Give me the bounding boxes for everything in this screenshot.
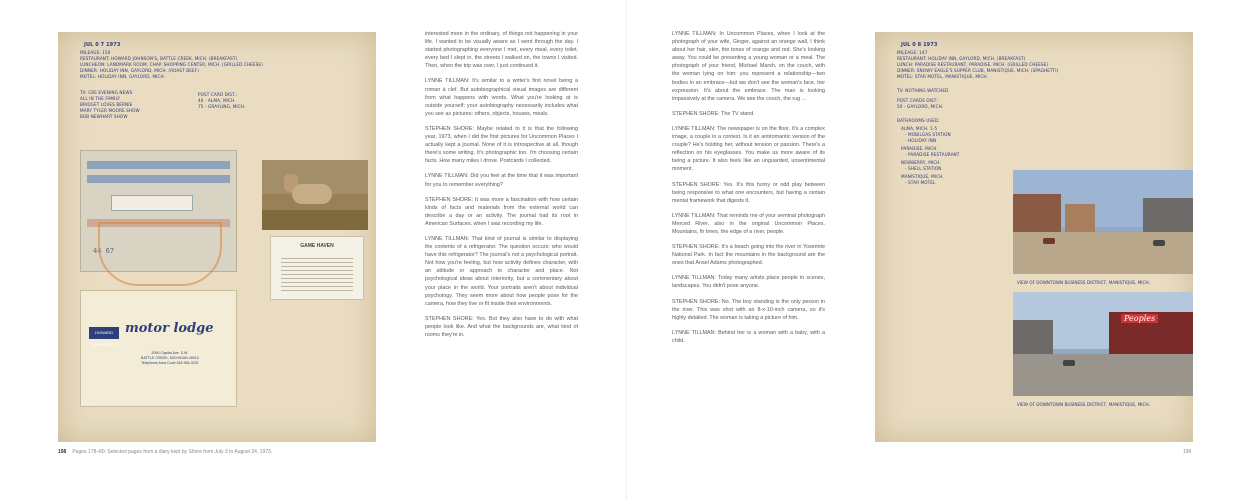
postcard-line: 75 - GRAYLING, MICH.: [198, 104, 246, 109]
photo-road: [1013, 354, 1193, 396]
paragraph: STEPHEN SHORE: It's a beach going into the river in Yosemite National Park. In fact the mountains in the background are the ones that Ansel Adams photographed.: [672, 244, 825, 267]
journal-line: TV: NOTHING WATCHED: [897, 88, 949, 93]
paragraph: STEPHEN SHORE: Yes. But they also have to do with what people look like. And what the backgrounds are, what kind of rooms they're in.: [425, 315, 578, 338]
photo-car: [1063, 360, 1075, 366]
motel-address-line: 2050 Capital Ave. S.W.: [151, 351, 189, 355]
photo-car: [1043, 238, 1055, 244]
postcard-line: POST CARD DIST.:: [198, 92, 238, 97]
folio-left: [58, 449, 272, 455]
game-card-text: [281, 255, 353, 291]
journal-line: - MOBILGAS STATION: [905, 132, 951, 137]
page-number: 198: [58, 449, 67, 455]
journal-page-right: [875, 32, 1193, 442]
journal-line: NEWBERRY, MICH.: [901, 160, 941, 165]
journal-line: - STAR MOTEL: [905, 180, 936, 185]
paragraph: LYNNE TILLMAN: In Uncommon Places, when I look at the photograph of your wife, Ginger, against an orange wall, I think about her hair, skin, the tones of orange and red. She's looking away. You could be presenting a young woman or a meal. The photograph of your friend, Michael Marsh, on the couch, with the woman lying on him: you represent a relationship—two bodies in an embrace—but we don't see the woman's face, her expression. It's about the embrace. The man is looking impassively at the camera. We see the couch, the rug ...: [672, 31, 825, 102]
journal-line: MILEAGE: 147: [897, 50, 928, 55]
journal-line: MARY TYLER MOORE SHOW: [80, 108, 140, 113]
paragraph: LYNNE TILLMAN: That kind of journal is similar to displaying the contents of a refrigerator. The question occurs: who would have this refrigerator? The journal's not a psychological portrait. Not how you're feeling, but how activity defines character, with an attitude or approach to character and place. Not psychological ideas about interiority, but a commentary about your place in the world. Your portraits aren't about individual psychology. They seem more about how people pose for the camera, how they live or fit inside their environments.: [425, 235, 578, 307]
journal-line: RESTAURANT: HOLIDAY INN, GAYLORD, MICH. (BREAKFAST): [897, 56, 1026, 61]
journal-line: MANISTIQUE, MICH.: [901, 174, 944, 179]
paragraph: LYNNE TILLMAN: Did you feel at the time that it was important for you to remember everything?: [425, 173, 578, 188]
journal-line: MOTEL: HOLIDAY INN, GAYLORD, MICH.: [80, 74, 166, 79]
motel-address: [141, 351, 199, 366]
photo-caption: VIEW OF DOWNTOWN BUSINESS DISTRICT, MANISTIQUE, MICH.: [1017, 280, 1150, 285]
street-photo: [1013, 292, 1193, 396]
journal-line: LUNCHEON: LANDMARK ROOM, CHAP. SHOPPING CENTER, MICH. (GRILLED CHEESE): [80, 62, 263, 67]
journal-date: JUL 0 7 1973: [84, 42, 121, 48]
motel-card: [80, 290, 237, 407]
journal-page-left: [58, 32, 376, 442]
receipt-number: 44 67: [93, 247, 115, 255]
journal-line: - PARADISE RESTAURANT: [905, 152, 960, 157]
journal-line: PARADISE, MICH.: [901, 146, 938, 151]
text-column-left: [425, 30, 578, 346]
journal-line: DINNER: SNOWY EAGLE'S SUPPER CLUB, MANISTIQUE, MICH. (SPAGHETTI): [897, 68, 1059, 73]
photo-ground: [262, 210, 368, 230]
journal-line: MILEAGE: 150: [80, 50, 111, 55]
game-card-title: GAME HAVEN: [300, 243, 334, 249]
photo-car: [1153, 240, 1165, 246]
journal-line: ALL IN THE FAMILY: [80, 96, 121, 101]
photo-building: [1013, 194, 1061, 238]
paragraph: STEPHEN SHORE: It was more a fascination with how certain kinds of facts and materials from the external world can describe a day or an activity. The journal had its root in American Surfaces, when I was recording my life.: [425, 196, 578, 227]
receipt-stripe: [87, 175, 230, 183]
orange-crayon-mark: [98, 222, 222, 286]
paragraph: LYNNE TILLMAN: Today many artists place people in scenes, landscapes. You didn't pose anyone.: [672, 275, 825, 290]
motel-logo: HOWARD JOHNSON'S: [89, 327, 119, 339]
postcard-line: 40 - ALMA, MICH.: [198, 98, 236, 103]
journal-line: DINNER: HOLIDAY INN, GAYLORD, MICH. (ROAST BEEF): [80, 68, 199, 73]
journal-line: BRIDGET LOVES BERNIE: [80, 102, 133, 107]
game-haven-card: [270, 236, 364, 300]
paragraph: LYNNE TILLMAN: That reminds me of your seminal photograph Merced River, also in the original Uncommon Places. Mountains, fir trees, the edge of a river, people.: [672, 212, 825, 235]
journal-line: BOB NEWHART SHOW: [80, 114, 128, 119]
folio-right: [1183, 449, 1191, 455]
journal-line: MOTEL: STAR MOTEL, MANISTIQUE, MICH.: [897, 74, 989, 79]
elk-body: [292, 184, 332, 204]
motel-address-line: Telephone Area Code 616 965-3201: [141, 361, 199, 365]
elk-photo: [262, 160, 368, 230]
journal-line: RESTAURANT: HOWARD JOHNSON'S, BATTLE CREEK, MICH. (BREAKFAST): [80, 56, 238, 61]
journal-line: TV: CBS EVENING NEWS: [80, 90, 133, 95]
receipt-box: [111, 195, 193, 211]
paragraph: interested more in the ordinary, of things not happening in your life. I wanted to be visually aware as I went through the day. I started photographing everyone I met, every meal, every toilet, every bed I slept in, the streets I walked on, the towns I visited. Then, when the trip was over, I just continued it.: [425, 31, 578, 70]
journal-date: JUL 0 8 1973: [901, 42, 938, 48]
street-photo: [1013, 170, 1193, 274]
journal-line: - HOLIDAY INN: [905, 138, 937, 143]
journal-line: POST CARDS DIST.:: [897, 98, 939, 103]
journal-line: BATHROOMS USED:: [897, 118, 940, 123]
paragraph: LYNNE TILLMAN: It's similar to a writer's first novel being a roman à clef. But autobiographical visual images are different from what happens with words. What you're looking at is outside yourself; your autobiography necessarily includes what you see as pictures: others, objects, houses, meals.: [425, 78, 578, 117]
text-column-right: [672, 30, 825, 352]
paragraph: STEPHEN SHORE: The TV stand.: [672, 110, 755, 117]
motel-address-line: BATTLE CREEK, MICHIGAN 49015: [141, 356, 199, 360]
receipt-stripe: [87, 161, 230, 169]
paragraph: STEPHEN SHORE: Maybe related to it is that the following year, 1973, when I did the first pictures for Uncommon Places I actually kept a journal. None of it is introspective at all, though there's some writing. It's photographic too. I'm choosing certain facts. How many miles I drove. Postcards I collected.: [425, 125, 578, 165]
journal-line: 50 - GAYLORD, MICH.: [897, 104, 944, 109]
photo-caption: VIEW OF DOWNTOWN BUSINESS DISTRICT, MANISTIQUE, MICH.: [1017, 402, 1150, 407]
page-number: 199: [1183, 449, 1192, 455]
paragraph: STEPHEN SHORE: No. The boy standing is the only person in the river. This was shot with an 8-x-10-inch camera, so it's highly detailed. The woman is taking a picture of him.: [672, 298, 825, 321]
photo-road: [1013, 232, 1193, 274]
store-sign: Peoples: [1121, 314, 1158, 323]
journal-line: LUNCH: PARADISE RESTAURANT, PARADISE, MICH. (GRILLED CHEESE): [897, 62, 1049, 67]
journal-line: - SHELL STATION: [905, 166, 942, 171]
motel-name: motor lodge: [125, 321, 214, 336]
paragraph: STEPHEN SHORE: Yes. It's this funny or odd play between being responsive to what one encounters, but having a certain mental framework that digests it.: [672, 181, 825, 204]
journal-line: ALMA, MICH. 1-5: [901, 126, 938, 131]
paragraph: LYNNE TILLMAN: Behind her is a woman with a baby, with a child.: [672, 329, 825, 344]
figure-caption: Pages 178–80: Selected pages from a diary kept by Shore from July 3 to August 24, 1973.: [72, 449, 273, 455]
paragraph: LYNNE TILLMAN: The newspaper is on the floor. It's a complex image, a couple in a context. Is it an antiromantic version of the couple? He's holding her, without tension or passion. There's a reflection on his eyeglasses. You make us more aware of its being a picture. It also feels like an unguarded, unsentimental moment.: [672, 125, 825, 173]
